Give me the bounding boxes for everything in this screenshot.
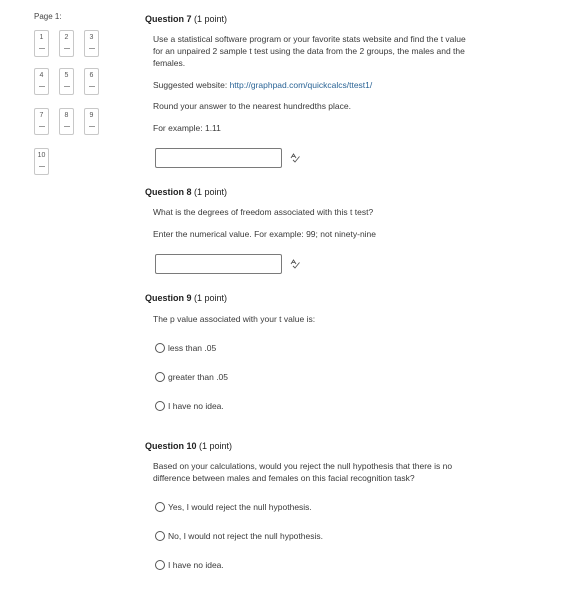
- unanswered-dash: [39, 86, 45, 87]
- question-title: Question 9 (1 point): [145, 293, 228, 303]
- question-text: for an unpaired 2 sample t test using the data from the 2 groups, the males and the: [153, 46, 465, 56]
- question-text: Use a statistical software program or your favorite stats website and find the t value: [153, 34, 466, 44]
- nav-number: 2: [64, 34, 69, 41]
- question-10-body: [153, 460, 553, 484]
- option-label: I have no idea.: [168, 560, 224, 570]
- radio-button[interactable]: [155, 502, 165, 512]
- radio-button[interactable]: [155, 401, 165, 411]
- nav-number: 10: [37, 152, 46, 159]
- nav-number: 4: [39, 72, 44, 79]
- question-title: Question 7 (1 point): [145, 14, 228, 24]
- option-label: less than .05: [168, 343, 217, 353]
- nav-question-1[interactable]: [34, 30, 49, 57]
- radio-button[interactable]: [155, 560, 165, 570]
- question-8-instruction: [153, 228, 553, 240]
- q7-answer-input[interactable]: [155, 148, 282, 168]
- option-label: I have no idea.: [168, 401, 224, 411]
- q8-answer-input[interactable]: [155, 254, 282, 274]
- q9-option-less-than[interactable]: [155, 343, 216, 353]
- nav-number: 9: [89, 112, 94, 119]
- unanswered-dash: [89, 48, 95, 49]
- nav-question-4[interactable]: [34, 68, 49, 95]
- question-text: What is the degrees of freedom associated with this t test?: [153, 207, 374, 217]
- spellcheck-icon[interactable]: [290, 153, 300, 163]
- question-7: [145, 14, 545, 24]
- nav-number: 3: [89, 34, 94, 41]
- q10-option-not-reject[interactable]: [155, 531, 323, 541]
- round-text: Round your answer to the nearest hundredths place.: [153, 101, 351, 111]
- option-label: greater than .05: [168, 372, 229, 382]
- question-8-body: [153, 206, 553, 218]
- unanswered-dash: [64, 126, 70, 127]
- nav-question-7[interactable]: [34, 108, 49, 135]
- question-text: The p value associated with your t value is:: [153, 314, 316, 324]
- question-text: difference between males and females on this facial recognition task?: [153, 473, 415, 483]
- q10-option-reject[interactable]: [155, 502, 312, 512]
- page-label: Page 1:: [34, 12, 62, 21]
- spellcheck-icon[interactable]: [290, 259, 300, 269]
- question-7-body: [153, 33, 553, 69]
- nav-number: 5: [64, 72, 69, 79]
- unanswered-dash: [39, 126, 45, 127]
- nav-number: 6: [89, 72, 94, 79]
- nav-number: 7: [39, 112, 44, 119]
- nav-question-5[interactable]: [59, 68, 74, 95]
- question-9-body: [153, 313, 553, 325]
- suggested-website-link[interactable]: http://graphpad.com/quickcalcs/ttest1/: [229, 80, 373, 90]
- option-label: No, I would not reject the null hypothesis.: [168, 531, 323, 541]
- question-text: females.: [153, 58, 186, 68]
- nav-question-2[interactable]: [59, 30, 74, 57]
- nav-question-10[interactable]: [34, 148, 49, 175]
- unanswered-dash: [89, 126, 95, 127]
- nav-question-8[interactable]: [59, 108, 74, 135]
- unanswered-dash: [89, 86, 95, 87]
- unanswered-dash: [39, 48, 45, 49]
- nav-question-6[interactable]: [84, 68, 99, 95]
- unanswered-dash: [39, 166, 45, 167]
- q9-option-no-idea[interactable]: [155, 401, 224, 411]
- unanswered-dash: [64, 48, 70, 49]
- nav-question-3[interactable]: [84, 30, 99, 57]
- radio-button[interactable]: [155, 372, 165, 382]
- question-text: Enter the numerical value. For example: 99; not ninety-nine: [153, 229, 377, 239]
- unanswered-dash: [64, 86, 70, 87]
- suggested-website: [153, 79, 553, 91]
- radio-button[interactable]: [155, 343, 165, 353]
- q10-option-no-idea[interactable]: [155, 560, 224, 570]
- question-10: [145, 441, 545, 451]
- question-text: Based on your calculations, would you reject the null hypothesis that there is no: [153, 461, 453, 471]
- example-text: For example: 1.11: [153, 123, 221, 133]
- example-instruction: [153, 122, 553, 134]
- nav-number: 8: [64, 112, 69, 119]
- radio-button[interactable]: [155, 531, 165, 541]
- suggested-label: Suggested website:: [153, 80, 230, 90]
- nav-question-9[interactable]: [84, 108, 99, 135]
- question-8: [145, 187, 545, 197]
- question-title: Question 10 (1 point): [145, 441, 233, 451]
- round-instruction: [153, 100, 553, 112]
- q9-option-greater-than[interactable]: [155, 372, 228, 382]
- option-label: Yes, I would reject the null hypothesis.: [168, 502, 312, 512]
- question-9: [145, 293, 545, 303]
- question-title: Question 8 (1 point): [145, 187, 228, 197]
- nav-number: 1: [39, 34, 44, 41]
